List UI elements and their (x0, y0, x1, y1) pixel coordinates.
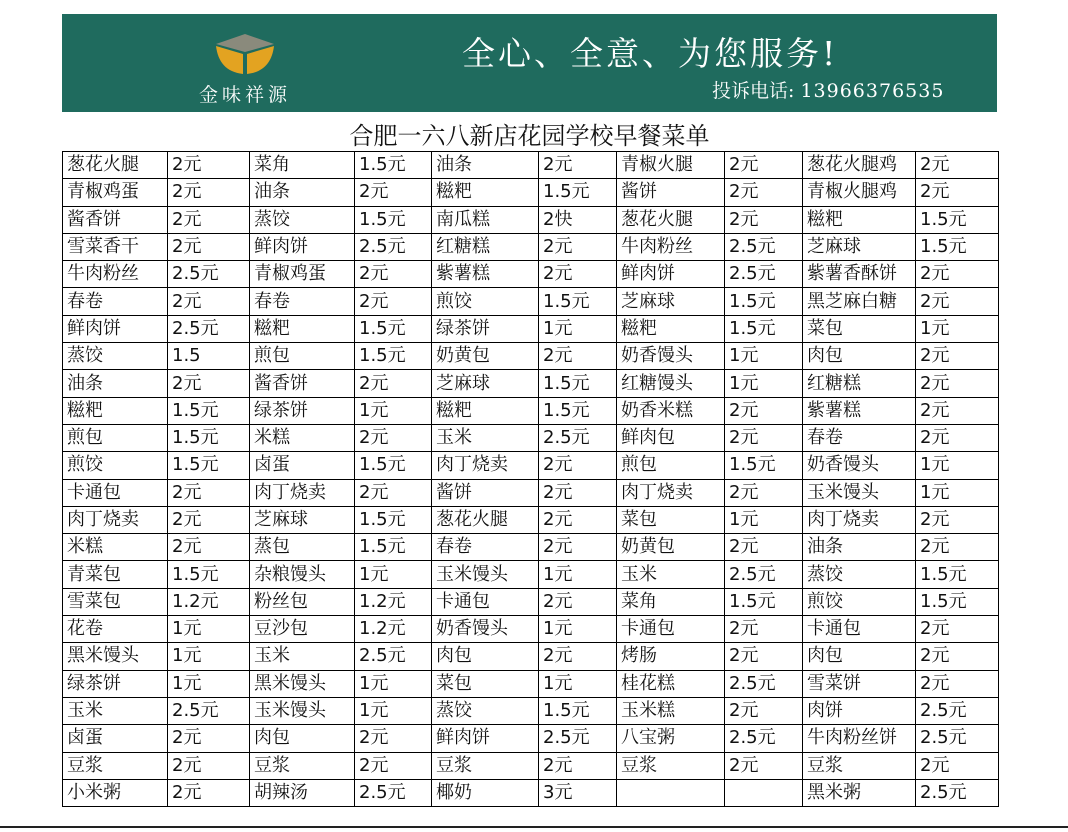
menu-item-name: 红糖馒头 (617, 370, 725, 397)
menu-item-price: 1元 (168, 616, 250, 643)
menu-item-name: 煎包 (63, 424, 168, 451)
menu-item-name: 雪菜饼 (803, 670, 916, 697)
menu-item-price: 2元 (539, 752, 617, 779)
table-row (63, 152, 999, 179)
menu-item-name: 南瓜糕 (432, 206, 539, 233)
menu-item-name (617, 779, 725, 806)
breakfast-menu-table (62, 151, 999, 807)
table-row (63, 670, 999, 697)
menu-item-name: 玉米 (432, 424, 539, 451)
menu-item-name: 油条 (250, 179, 355, 206)
menu-item-name: 春卷 (803, 424, 916, 451)
table-row (63, 370, 999, 397)
menu-item-price: 2元 (725, 534, 803, 561)
menu-item-name: 卤蛋 (250, 452, 355, 479)
menu-item-name: 肉包 (432, 643, 539, 670)
menu-item-price: 2.5元 (168, 315, 250, 342)
menu-item-name: 青椒火腿 (617, 152, 725, 179)
table-row (63, 588, 999, 615)
menu-item-price: 2元 (916, 370, 999, 397)
menu-item-name: 玉米 (617, 561, 725, 588)
menu-item-name: 肉饼 (803, 697, 916, 724)
menu-item-name: 奶香米糕 (617, 397, 725, 424)
menu-item-price: 1.5元 (355, 534, 432, 561)
menu-item-price: 2元 (916, 288, 999, 315)
menu-item-price: 2元 (539, 588, 617, 615)
table-row (63, 616, 999, 643)
menu-item-name: 红糖糕 (432, 233, 539, 260)
menu-item-price: 1.2元 (355, 616, 432, 643)
menu-item-name: 菜角 (617, 588, 725, 615)
menu-item-price: 2元 (539, 479, 617, 506)
menu-item-name: 鲜肉饼 (63, 315, 168, 342)
menu-item-price: 2元 (725, 424, 803, 451)
menu-item-price: 2元 (539, 152, 617, 179)
menu-item-price: 2元 (725, 397, 803, 424)
menu-item-name: 桂花糕 (617, 670, 725, 697)
menu-item-price: 1元 (539, 670, 617, 697)
menu-item-price: 2元 (355, 752, 432, 779)
menu-item-name: 蒸饺 (250, 206, 355, 233)
hotline-label: 投诉电话: (712, 80, 795, 102)
menu-item-name: 奶黄包 (617, 534, 725, 561)
menu-item-price: 2元 (168, 479, 250, 506)
menu-item-price: 2元 (916, 179, 999, 206)
menu-item-price: 2.5元 (539, 725, 617, 752)
table-row (63, 561, 999, 588)
menu-item-price: 1元 (168, 670, 250, 697)
menu-item-name: 糍粑 (803, 206, 916, 233)
menu-item-price: 2.5元 (725, 561, 803, 588)
menu-item-price: 1元 (355, 670, 432, 697)
menu-item-name: 雪菜包 (63, 588, 168, 615)
menu-item-price: 2元 (725, 697, 803, 724)
menu-item-name: 肉丁烧卖 (63, 506, 168, 533)
menu-item-price: 2.5元 (168, 697, 250, 724)
table-row (63, 343, 999, 370)
menu-item-name: 肉包 (250, 725, 355, 752)
menu-item-price: 1元 (168, 643, 250, 670)
menu-item-price: 1.5元 (355, 152, 432, 179)
menu-item-price: 1元 (916, 452, 999, 479)
menu-item-price: 1.5元 (539, 397, 617, 424)
menu-item-name: 黑米粥 (803, 779, 916, 806)
menu-item-name: 玉米糕 (617, 697, 725, 724)
menu-item-name: 奶香馒头 (617, 343, 725, 370)
menu-item-name: 雪菜香干 (63, 233, 168, 260)
menu-item-price: 1.5元 (355, 452, 432, 479)
menu-item-name: 糍粑 (617, 315, 725, 342)
menu-item-name: 鲜肉饼 (250, 233, 355, 260)
menu-item-name: 豆沙包 (250, 616, 355, 643)
menu-item-price: 2元 (916, 397, 999, 424)
header-banner (62, 14, 997, 112)
menu-item-name: 酱香饼 (250, 370, 355, 397)
menu-item-name: 奶香馒头 (803, 452, 916, 479)
menu-item-price: 1.5元 (539, 288, 617, 315)
menu-item-price: 2元 (916, 616, 999, 643)
menu-item-name: 黑米馒头 (250, 670, 355, 697)
menu-item-name: 玉米馒头 (432, 561, 539, 588)
menu-item-name: 青菜包 (63, 561, 168, 588)
menu-item-name: 米糕 (63, 534, 168, 561)
menu-item-price: 2元 (355, 261, 432, 288)
table-row (63, 397, 999, 424)
hotline-number: 13966376535 (800, 80, 945, 102)
menu-item-price: 1.5元 (168, 452, 250, 479)
menu-item-name: 豆浆 (432, 752, 539, 779)
menu-item-price: 1元 (725, 506, 803, 533)
menu-item-name: 煎饺 (432, 288, 539, 315)
menu-item-price: 1.5元 (725, 288, 803, 315)
menu-item-name: 红糖糕 (803, 370, 916, 397)
menu-item-name: 煎饺 (63, 452, 168, 479)
table-row (63, 233, 999, 260)
menu-item-price: 1.5元 (539, 370, 617, 397)
menu-item-name: 芝麻球 (250, 506, 355, 533)
menu-item-name: 酱香饼 (63, 206, 168, 233)
menu-item-price: 2元 (168, 779, 250, 806)
menu-item-price: 1元 (539, 315, 617, 342)
menu-item-name: 糍粑 (250, 315, 355, 342)
table-row (63, 506, 999, 533)
menu-item-price: 2元 (539, 343, 617, 370)
menu-item-name: 奶黄包 (432, 343, 539, 370)
menu-item-name: 烤肠 (617, 643, 725, 670)
complaint-hotline (712, 76, 944, 103)
menu-item-price: 2元 (168, 725, 250, 752)
menu-item-price: 1元 (916, 315, 999, 342)
menu-item-name: 牛肉粉丝饼 (803, 725, 916, 752)
menu-item-price: 1.2元 (168, 588, 250, 615)
menu-item-price: 2元 (725, 752, 803, 779)
menu-item-name: 煎包 (250, 343, 355, 370)
menu-item-name: 杂粮馒头 (250, 561, 355, 588)
menu-item-price: 2元 (168, 152, 250, 179)
brand-logo (170, 24, 320, 104)
menu-item-name: 菜角 (250, 152, 355, 179)
menu-item-price: 2元 (725, 152, 803, 179)
menu-item-name: 卤蛋 (63, 725, 168, 752)
menu-item-price: 2元 (168, 179, 250, 206)
menu-item-name: 春卷 (250, 288, 355, 315)
menu-item-name: 牛肉粉丝 (63, 261, 168, 288)
menu-item-price: 2.5元 (725, 261, 803, 288)
menu-item-name: 椰奶 (432, 779, 539, 806)
menu-item-name: 葱花火腿 (617, 206, 725, 233)
menu-item-name: 胡辣汤 (250, 779, 355, 806)
menu-item-price: 1元 (725, 370, 803, 397)
menu-item-price: 2元 (539, 643, 617, 670)
menu-item-price: 2.5元 (355, 233, 432, 260)
menu-item-price: 2元 (539, 261, 617, 288)
menu-item-price: 2元 (355, 288, 432, 315)
menu-item-price: 1.5元 (355, 206, 432, 233)
menu-item-price: 1.5元 (355, 343, 432, 370)
menu-item-name: 菜包 (803, 315, 916, 342)
menu-item-name: 卡通包 (617, 616, 725, 643)
menu-item-name: 菜包 (617, 506, 725, 533)
menu-item-name: 鲜肉包 (617, 424, 725, 451)
menu-item-price: 2元 (168, 233, 250, 260)
menu-item-price: 2元 (355, 479, 432, 506)
menu-item-price: 2.5元 (355, 643, 432, 670)
menu-item-price: 2.5元 (725, 725, 803, 752)
menu-item-name: 豆浆 (250, 752, 355, 779)
menu-item-name: 肉丁烧卖 (803, 506, 916, 533)
menu-item-name: 卡通包 (432, 588, 539, 615)
menu-item-price: 2元 (916, 424, 999, 451)
menu-item-name: 芝麻球 (617, 288, 725, 315)
menu-item-price: 1.5元 (725, 315, 803, 342)
menu-item-price: 2.5元 (355, 779, 432, 806)
menu-item-name: 绿茶饼 (432, 315, 539, 342)
menu-item-name: 油条 (432, 152, 539, 179)
menu-item-name: 蒸饺 (803, 561, 916, 588)
menu-item-price: 2元 (168, 534, 250, 561)
menu-item-price: 1.5元 (355, 506, 432, 533)
menu-item-price: 1元 (355, 397, 432, 424)
brand-logo-icon (212, 32, 278, 76)
menu-item-price: 2.5元 (168, 261, 250, 288)
menu-item-price: 1.5元 (916, 233, 999, 260)
menu-item-price: 2元 (539, 452, 617, 479)
menu-item-name: 春卷 (63, 288, 168, 315)
menu-item-name: 油条 (63, 370, 168, 397)
menu-item-name: 菜包 (432, 670, 539, 697)
menu-item-price: 1.5元 (916, 561, 999, 588)
menu-item-name: 春卷 (432, 534, 539, 561)
menu-item-price: 1元 (355, 561, 432, 588)
menu-item-name: 米糕 (250, 424, 355, 451)
menu-item-name: 卡通包 (803, 616, 916, 643)
menu-item-price: 1.5元 (168, 397, 250, 424)
menu-item-name: 紫薯糕 (803, 397, 916, 424)
menu-item-name: 鲜肉饼 (617, 261, 725, 288)
menu-item-name: 葱花火腿鸡 (803, 152, 916, 179)
menu-item-price: 2元 (168, 288, 250, 315)
menu-item-price: 1.5元 (355, 315, 432, 342)
menu-item-name: 糍粑 (432, 397, 539, 424)
menu-item-name: 青椒火腿鸡 (803, 179, 916, 206)
menu-item-name: 豆浆 (617, 752, 725, 779)
table-row (63, 643, 999, 670)
menu-item-name: 煎饺 (803, 588, 916, 615)
menu-item-price: 1.5元 (539, 697, 617, 724)
menu-item-name: 粉丝包 (250, 588, 355, 615)
menu-item-name: 肉包 (803, 343, 916, 370)
menu-item-name: 油条 (803, 534, 916, 561)
page-title: 合肥一六八新店花园学校早餐菜单 (349, 122, 710, 150)
menu-item-name: 黑米馒头 (63, 643, 168, 670)
menu-item-name: 蒸饺 (63, 343, 168, 370)
menu-item-price: 2快 (539, 206, 617, 233)
menu-item-name: 花卷 (63, 616, 168, 643)
menu-item-name: 玉米 (63, 697, 168, 724)
menu-item-price: 1元 (725, 343, 803, 370)
menu-item-price: 2元 (355, 424, 432, 451)
menu-item-price: 2元 (916, 534, 999, 561)
menu-item-name: 肉丁烧卖 (432, 452, 539, 479)
menu-item-name: 芝麻球 (432, 370, 539, 397)
menu-item-name: 煎包 (617, 452, 725, 479)
menu-item-name: 奶香馒头 (432, 616, 539, 643)
menu-item-name: 卡通包 (63, 479, 168, 506)
menu-item-price: 2元 (916, 670, 999, 697)
menu-item-price: 2元 (539, 506, 617, 533)
menu-body (63, 152, 999, 807)
menu-item-name: 蒸饺 (432, 697, 539, 724)
table-row (63, 479, 999, 506)
menu-item-price: 2元 (916, 752, 999, 779)
menu-item-price: 1元 (355, 697, 432, 724)
menu-item-name: 肉丁烧卖 (250, 479, 355, 506)
table-row (63, 179, 999, 206)
menu-item-price: 1.5元 (916, 206, 999, 233)
menu-item-price: 2.5元 (916, 725, 999, 752)
menu-item-price: 1.5元 (168, 424, 250, 451)
menu-item-price: 2元 (916, 152, 999, 179)
menu-item-price: 1元 (916, 479, 999, 506)
menu-item-price: 2元 (539, 233, 617, 260)
menu-item-price: 2元 (916, 261, 999, 288)
menu-item-name: 鲜肉饼 (432, 725, 539, 752)
table-row (63, 752, 999, 779)
menu-item-price: 2.5元 (916, 697, 999, 724)
menu-item-name: 豆浆 (63, 752, 168, 779)
table-row (63, 534, 999, 561)
menu-item-name: 豆浆 (803, 752, 916, 779)
menu-item-name: 蒸包 (250, 534, 355, 561)
table-row (63, 315, 999, 342)
menu-item-name: 葱花火腿 (63, 152, 168, 179)
menu-item-price: 2元 (725, 206, 803, 233)
menu-item-name: 酱饼 (617, 179, 725, 206)
menu-item-price: 2元 (725, 179, 803, 206)
menu-item-name: 酱饼 (432, 479, 539, 506)
table-row (63, 779, 999, 806)
menu-item-name: 绿茶饼 (63, 670, 168, 697)
menu-item-price: 2元 (725, 479, 803, 506)
menu-item-name: 糍粑 (63, 397, 168, 424)
bottom-divider (0, 826, 1068, 828)
menu-item-price: 2.5元 (725, 670, 803, 697)
table-row (63, 725, 999, 752)
menu-item-price: 2元 (916, 643, 999, 670)
menu-item-name: 绿茶饼 (250, 397, 355, 424)
menu-item-name: 葱花火腿 (432, 506, 539, 533)
menu-item-price: 2元 (725, 643, 803, 670)
menu-item-price: 3元 (539, 779, 617, 806)
menu-item-price: 1.5 (168, 343, 250, 370)
menu-item-price: 1.5元 (168, 561, 250, 588)
menu-item-name: 青椒鸡蛋 (63, 179, 168, 206)
menu-item-name: 肉包 (803, 643, 916, 670)
table-row (63, 261, 999, 288)
menu-item-price: 2元 (168, 206, 250, 233)
table-row (63, 288, 999, 315)
menu-item-price: 2元 (355, 370, 432, 397)
menu-item-price: 2元 (168, 506, 250, 533)
menu-item-price: 2.5元 (725, 233, 803, 260)
menu-item-name: 玉米馒头 (803, 479, 916, 506)
menu-item-price: 1.5元 (539, 179, 617, 206)
menu-item-name: 玉米 (250, 643, 355, 670)
brand-name: 金味祥源 (198, 84, 291, 106)
menu-item-price: 2元 (168, 370, 250, 397)
menu-item-price: 1元 (539, 616, 617, 643)
menu-item-name: 紫薯糕 (432, 261, 539, 288)
menu-item-name: 八宝粥 (617, 725, 725, 752)
table-row (63, 424, 999, 451)
menu-item-price: 1元 (539, 561, 617, 588)
menu-item-price: 2元 (725, 616, 803, 643)
menu-item-name: 肉丁烧卖 (617, 479, 725, 506)
table-row (63, 206, 999, 233)
menu-item-price: 1.5元 (916, 588, 999, 615)
menu-item-name: 芝麻球 (803, 233, 916, 260)
menu-item-price: 2元 (539, 534, 617, 561)
menu-item-price: 1.2元 (355, 588, 432, 615)
menu-item-price: 1.5元 (725, 452, 803, 479)
menu-item-price: 2元 (355, 179, 432, 206)
menu-item-price: 2元 (916, 506, 999, 533)
menu-item-name: 糍粑 (432, 179, 539, 206)
table-row (63, 452, 999, 479)
table-row (63, 697, 999, 724)
menu-item-price: 2元 (916, 343, 999, 370)
menu-item-price: 2元 (168, 752, 250, 779)
menu-item-name: 青椒鸡蛋 (250, 261, 355, 288)
menu-item-price (725, 779, 803, 806)
menu-item-price: 2.5元 (916, 779, 999, 806)
slogan: 全心、全意、为您服务! (462, 34, 839, 73)
menu-item-name: 黑芝麻白糖 (803, 288, 916, 315)
menu-item-price: 2元 (355, 725, 432, 752)
menu-item-name: 紫薯香酥饼 (803, 261, 916, 288)
menu-item-name: 小米粥 (63, 779, 168, 806)
menu-item-name: 玉米馒头 (250, 697, 355, 724)
menu-item-name: 牛肉粉丝 (617, 233, 725, 260)
menu-item-price: 1.5元 (725, 588, 803, 615)
menu-item-price: 2.5元 (539, 424, 617, 451)
